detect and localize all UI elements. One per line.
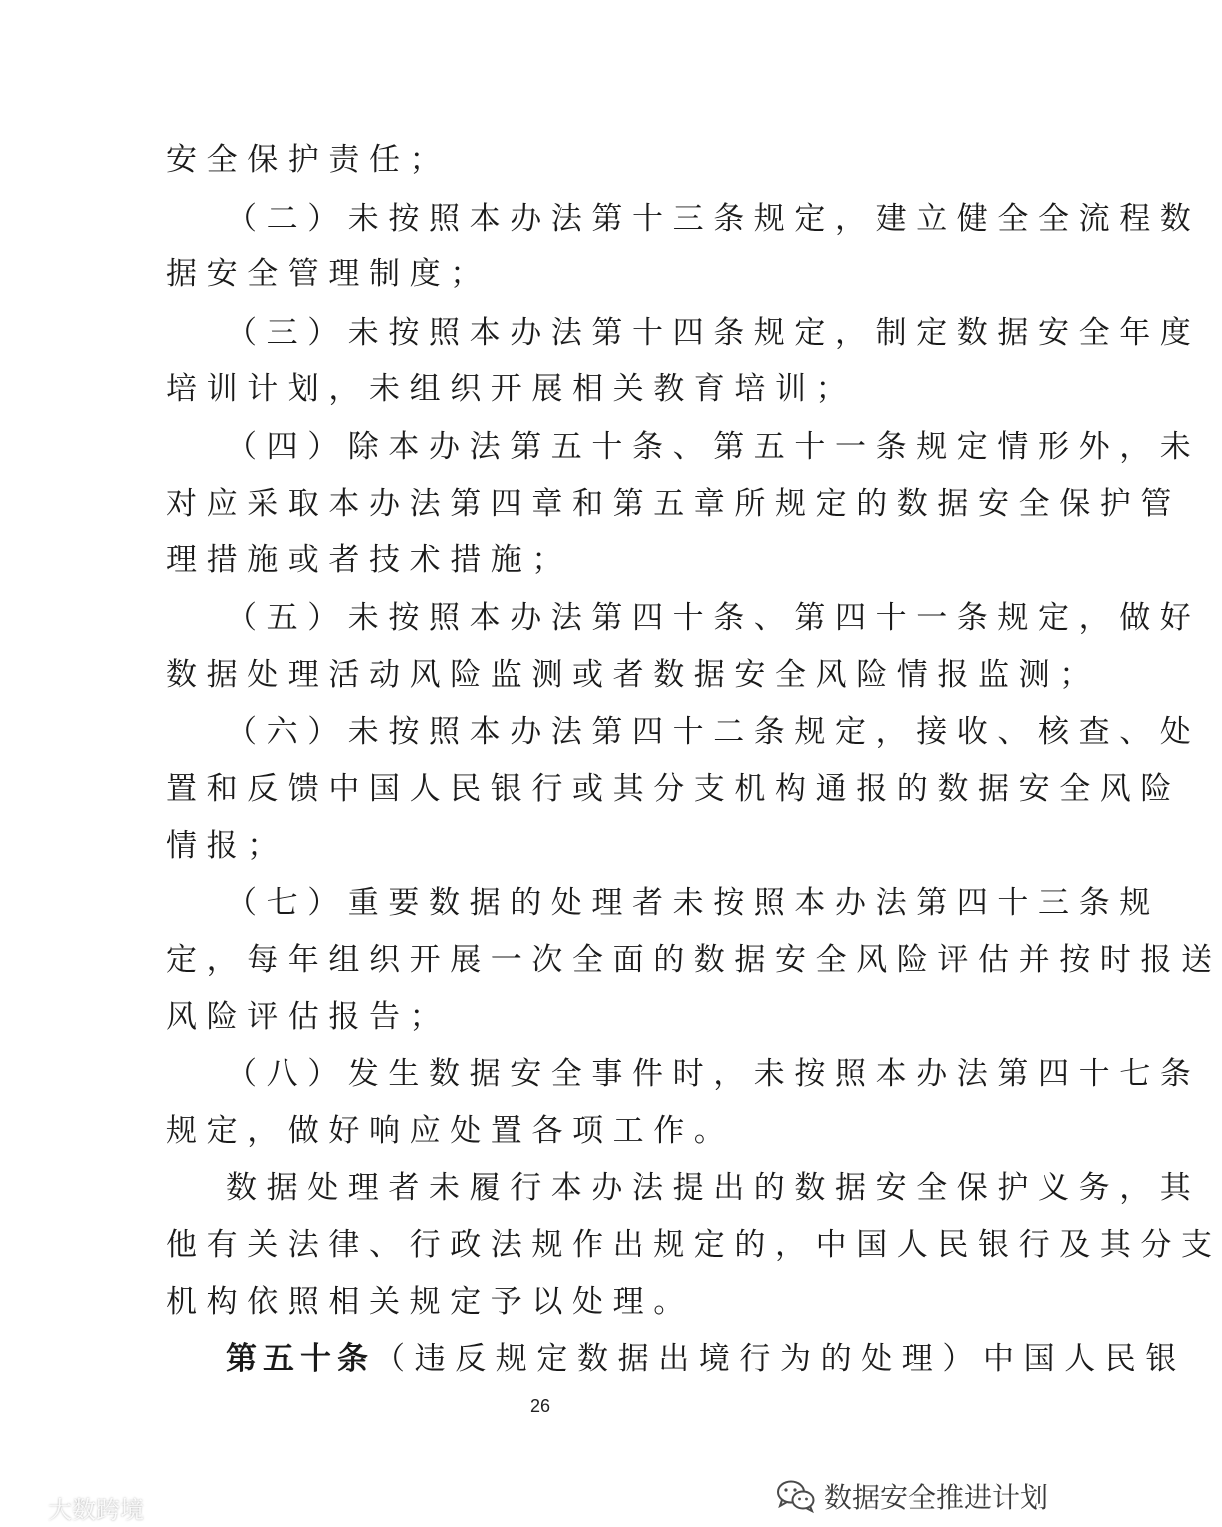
text-line: 培训计划，未组织开展相关教育培训； xyxy=(166,371,857,407)
logo-icon xyxy=(8,1495,44,1521)
text-line: 风险评估报告； xyxy=(166,999,451,1035)
text-line: 数据处理活动风险监测或者数据安全风险情报监测； xyxy=(166,657,1100,693)
right-watermark xyxy=(776,1476,1048,1516)
text-line: 安全保护责任； xyxy=(166,142,451,178)
article-heading: 第五十条 xyxy=(226,1341,374,1377)
text-line: 对应采取本办法第四章和第五章所规定的数据安全保护管 xyxy=(166,486,1181,522)
text-line: 据安全管理制度； xyxy=(166,256,491,292)
left-watermark xyxy=(8,1490,144,1525)
right-watermark-text: 数据安全推进计划 xyxy=(823,1481,1048,1514)
text-line: 理措施或者技术措施； xyxy=(166,542,572,578)
text-line: （四）除本办法第五十条、第五十一条规定情形外，未 xyxy=(226,429,1201,465)
text-line: （三）未按照本办法第十四条规定，制定数据安全年度 xyxy=(226,315,1201,351)
text-line: 情报； xyxy=(166,828,288,864)
text-line: 规定，做好响应处置各项工作。 xyxy=(166,1113,735,1149)
text-line: （二）未按照本办法第十三条规定，建立健全全流程数 xyxy=(226,201,1201,237)
page-number: 26 xyxy=(529,1396,551,1416)
text-line: 他有关法律、行政法规作出规定的，中国人民银行及其分支 xyxy=(166,1227,1222,1263)
text-line: 定，每年组织开展一次全面的数据安全风险评估并按时报送 xyxy=(166,942,1222,978)
wechat-icon xyxy=(776,1479,816,1513)
text-line: （七）重要数据的处理者未按照本办法第四十三条规 xyxy=(226,885,1160,921)
text-line: （五）未按照本办法第四十条、第四十一条规定，做好 xyxy=(226,600,1201,636)
text-line: 数据处理者未履行本办法提出的数据安全保护义务，其 xyxy=(226,1170,1201,1206)
text-line: 机构依照相关规定予以处理。 xyxy=(166,1284,694,1320)
article-text: （违反规定数据出境行为的处理）中国人民银 xyxy=(374,1341,1186,1377)
text-line: 置和反馈中国人民银行或其分支机构通报的数据安全风险 xyxy=(166,771,1181,807)
text-line: （八）发生数据安全事件时，未按照本办法第四十七条 xyxy=(226,1056,1201,1092)
article-line xyxy=(226,1339,1186,1379)
left-watermark-text: 大数跨境 xyxy=(48,1496,144,1524)
text-line: （六）未按照本办法第四十二条规定，接收、核查、处 xyxy=(226,714,1201,750)
